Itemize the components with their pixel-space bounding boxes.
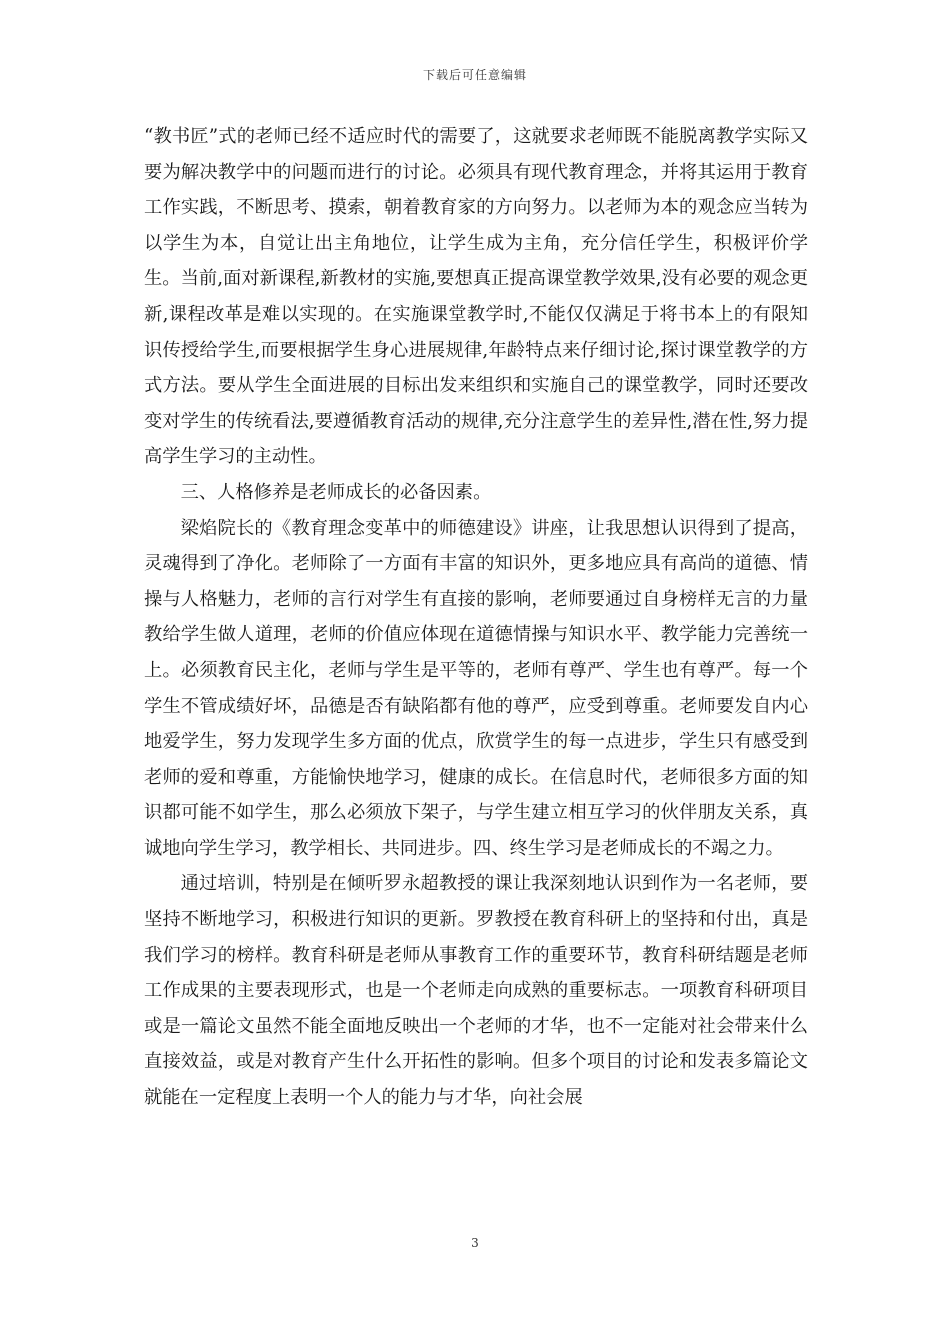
- paragraph-2: 梁焰院长的《教育理念变革中的师德建设》讲座，让我思想认识得到了提高，灵魂得到了净化。老师除了一方面有丰富的知识外，更多地应具有高尚的道德、情操与人格魅力，老师的言行对学生有直接的影响，老师要通过自身榜样无言的力量教给学生做人道理，老师的价值应体现在道德情操与知识水平、教学能力完善统一上。必须教育民主化，老师与学生是平等的，老师有尊严、学生也有尊严。每一个学生不管成绩好坏，品德是否有缺陷都有他的尊严，应受到尊重。老师要发自内心地爱学生，努力发现学生多方面的优点，欣赏学生的每一点进步，学生只有感受到老师的爱和尊重，方能愉快地学习，健康的成长。在信息时代，老师很多方面的知识都可能不如学生，那么必须放下架子，与学生建立相互学习的伙伴朋友关系，真诚地向学生学习，教学相长、共同进步。四、终生学习是老师成长的不竭之力。: [144, 517, 808, 859]
- page-header: 下载后可任意编辑: [422, 68, 527, 82]
- section-heading-3: 三、人格修养是老师成长的必备因素。: [180, 481, 492, 503]
- paragraph-3: 通过培训，特别是在倾听罗永超教授的课让我深刻地认识到作为一名老师，要坚持不断地学习，积极进行知识的更新。罗教授在教育科研上的坚持和付出，真是我们学习的榜样。教育科研是老师从事教育工作的重要环节，教育科研结题是老师工作成果的主要表现形式，也是一个老师走向成熟的重要标志。一项教育科研项目或是一篇论文虽然不能全面地反映出一个老师的才华，也不一定能对社会带来什么直接效益，或是对教育产生什么开拓性的影响。但多个项目的讨论和发表多篇论文就能在一定程度上表明一个人的能力与才华，向社会展: [144, 873, 808, 1109]
- page-number: 3: [471, 1236, 479, 1250]
- paragraph-1: “教书匠”式的老师已经不适应时代的需要了，这就要求老师既不能脱离教学实际又要为解决教学中的问题而进行的讨论。必须具有现代教育理念，并将其运用于教育工作实践，不断思考、摸索，朝着教育家的方向努力。以老师为本的观念应当转为以学生为本，自觉让出主角地位，让学生成为主角，充分信任学生，积极评价学生。当前,面对新课程,新教材的实施,要想真正提高课堂教学效果,没有必要的观念更新,课程改革是难以实现的。在实施课堂教学时,不能仅仅满足于将书本上的有限知识传授给学生,而要根据学生身心进展规律,年龄特点来仔细讨论,探讨课堂教学的方式方法。要从学生全面进展的目标出发来组织和实施自己的课堂教学，同时还要改变对学生的传统看法,要遵循教育活动的规律,充分注意学生的差异性,潜在性,努力提高学生学习的主动性。: [144, 126, 808, 468]
- document-body: [144, 119, 808, 1116]
